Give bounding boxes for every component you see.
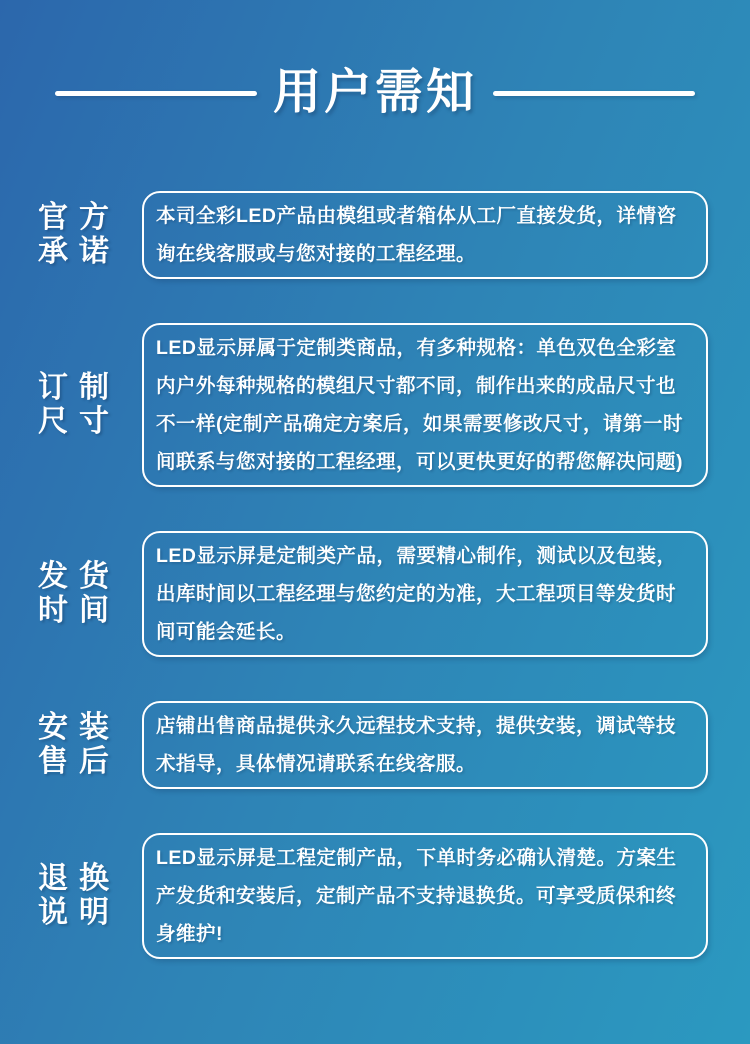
section-label-line: 订制: [38, 371, 120, 404]
section-body-box: [142, 833, 708, 959]
section-body-text: 店铺出售商品提供永久远程技术支持，提供安装，调试等技术指导，具体情况请联系在线客服。: [156, 715, 677, 775]
title-left-line: [55, 91, 257, 96]
section-body-text: LED显示屏属于定制类商品，有多种规格：单色双色全彩室内户外每种规格的模组尺寸都不同，制作出来的成品尺寸也不一样(定制产品确定方案后，如果需要修改尺寸，请第一时间联系与您对接的工程经理，可以更快更好的帮您解决问题): [156, 337, 683, 473]
section-label-line: 安装: [38, 711, 120, 744]
section-body-box: [142, 701, 708, 789]
page-header: [0, 0, 750, 123]
section-label-return-policy: [38, 862, 142, 930]
section-label-custom-size: [38, 371, 142, 439]
section-label-line: 承诺: [38, 235, 120, 268]
section-label-line: 发货: [38, 560, 120, 593]
section-body-text: LED显示屏是定制类产品，需要精心制作，测试以及包装，出库时间以工程经理与您约定的为准，大工程项目等发货时间可能会延长。: [156, 545, 677, 643]
section-label-line: 官方: [38, 201, 120, 234]
title-right-line: [493, 91, 695, 96]
notice-sections: [0, 191, 750, 959]
section-body-box: [142, 531, 708, 657]
section-label-line: 说明: [38, 896, 120, 929]
section-label-line: 售后: [38, 745, 120, 778]
section-label-installation-aftersales: [38, 711, 142, 779]
section-shipping-time: [0, 531, 750, 657]
section-label-line: 时间: [38, 594, 120, 627]
section-return-policy: [0, 833, 750, 959]
section-label-shipping-time: [38, 560, 142, 628]
section-installation-aftersales: [0, 701, 750, 789]
page-title: 用户需知: [272, 66, 477, 119]
section-body-text: 本司全彩LED产品由模组或者箱体从工厂直接发货，详情咨询在线客服或与您对接的工程经理。: [156, 205, 677, 265]
section-body-text: LED显示屏是工程定制产品，下单时务必确认清楚。方案生产发货和安装后，定制产品不支持退换货。可享受质保和终身维护!: [156, 847, 677, 945]
section-label-official-promise: [38, 201, 142, 269]
section-body-box: [142, 191, 708, 279]
section-official-promise: [0, 191, 750, 279]
section-body-box: [142, 323, 708, 487]
section-label-line: 退换: [38, 862, 120, 895]
section-custom-size: [0, 323, 750, 487]
section-label-line: 尺寸: [38, 405, 120, 438]
